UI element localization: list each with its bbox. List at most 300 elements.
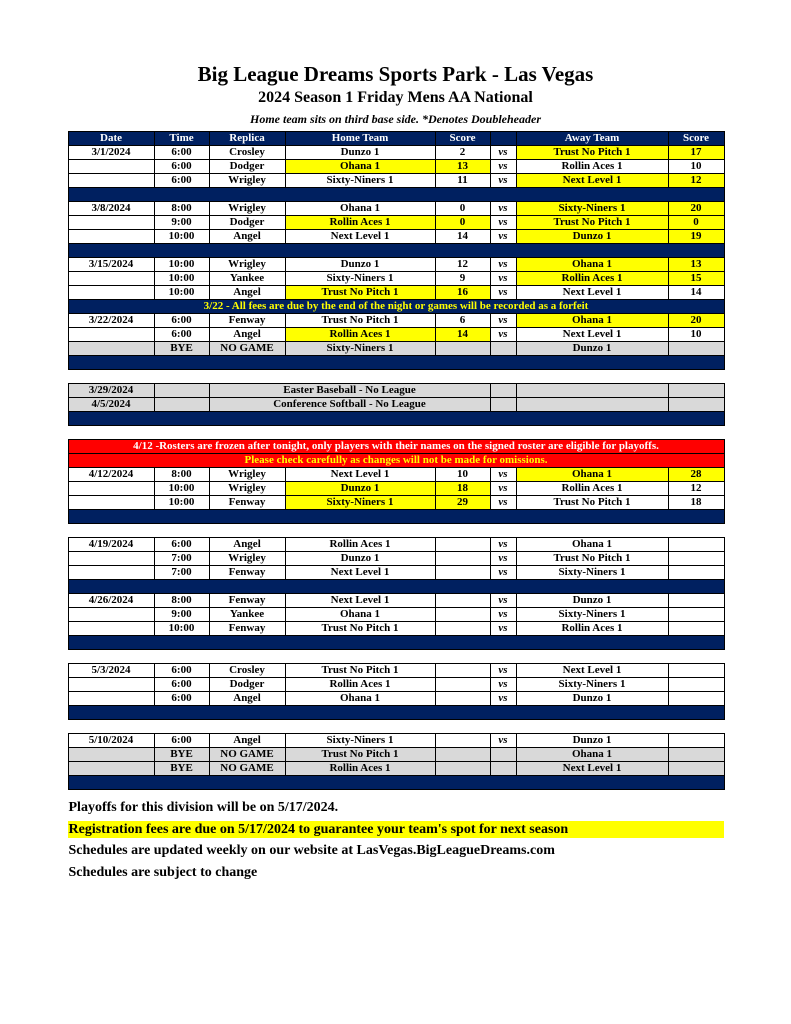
game-row — [68, 314, 724, 328]
page-title: Big League Dreams Sports Park - Las Vegas — [197, 62, 594, 86]
home-score-cell — [435, 762, 490, 776]
time-cell: 6:00 — [154, 174, 209, 188]
gap-row — [68, 524, 724, 538]
time-cell: 7:00 — [154, 552, 209, 566]
column-header: Score — [668, 132, 724, 146]
away-score-cell: 10 — [668, 328, 724, 342]
away-score-cell — [668, 748, 724, 762]
time-cell: 10:00 — [154, 258, 209, 272]
vs-cell — [490, 748, 516, 762]
replica-cell: Angel — [209, 538, 285, 552]
home-score-cell — [435, 734, 490, 748]
time-cell: 6:00 — [154, 692, 209, 706]
vs-cell: vs — [490, 734, 516, 748]
vs-cell: vs — [490, 468, 516, 482]
date-cell — [68, 552, 154, 566]
replica-cell: Fenway — [209, 566, 285, 580]
home-score-cell — [435, 342, 490, 356]
date-cell: 3/15/2024 — [68, 258, 154, 272]
page-subtitle: 2024 Season 1 Friday Mens AA National — [258, 89, 533, 107]
time-cell: 6:00 — [154, 314, 209, 328]
away-score-cell — [668, 384, 724, 398]
sep-row — [68, 356, 724, 370]
replica-cell: Wrigley — [209, 258, 285, 272]
date-cell — [68, 230, 154, 244]
date-cell: 4/26/2024 — [68, 594, 154, 608]
replica-cell: NO GAME — [209, 748, 285, 762]
no-league-cell: Conference Softball - No League — [209, 398, 490, 412]
home-team-cell: Trust No Pitch 1 — [285, 286, 435, 300]
game-row — [68, 664, 724, 678]
home-score-cell: 13 — [435, 160, 490, 174]
time-cell: 6:00 — [154, 328, 209, 342]
date-cell — [68, 272, 154, 286]
away-score-cell: 12 — [668, 174, 724, 188]
time-cell: 7:00 — [154, 566, 209, 580]
replica-cell: Angel — [209, 286, 285, 300]
banner_navy-row — [68, 300, 724, 314]
home-team-cell: Next Level 1 — [285, 230, 435, 244]
replica-cell: Angel — [209, 328, 285, 342]
game-row — [68, 272, 724, 286]
date-cell — [68, 328, 154, 342]
away-score-cell: 15 — [668, 272, 724, 286]
date-cell: 5/10/2024 — [68, 734, 154, 748]
replica-cell: Dodger — [209, 160, 285, 174]
vs-cell: vs — [490, 258, 516, 272]
away-team-cell: Dunzo 1 — [516, 734, 668, 748]
vs-cell: vs — [490, 538, 516, 552]
away-score-cell — [668, 692, 724, 706]
time-cell: 8:00 — [154, 468, 209, 482]
game-row — [68, 160, 724, 174]
noleague-row — [68, 398, 724, 412]
replica-cell: Angel — [209, 230, 285, 244]
section-divider-bar — [68, 412, 724, 426]
time-cell — [154, 398, 209, 412]
home-team-cell: Trust No Pitch 1 — [285, 622, 435, 636]
vs-cell: vs — [490, 664, 516, 678]
date-cell — [68, 496, 154, 510]
gap-row — [68, 426, 724, 440]
game-row — [68, 496, 724, 510]
vs-cell: vs — [490, 622, 516, 636]
away-team-cell: Trust No Pitch 1 — [516, 146, 668, 160]
away-team-cell: Trust No Pitch 1 — [516, 496, 668, 510]
home-score-cell — [435, 566, 490, 580]
away-team-cell: Dunzo 1 — [516, 230, 668, 244]
away-team-cell: Rollin Aces 1 — [516, 272, 668, 286]
home-score-cell: 14 — [435, 230, 490, 244]
time-cell: 10:00 — [154, 622, 209, 636]
replica-cell: Dodger — [209, 216, 285, 230]
home-team-cell: Ohana 1 — [285, 608, 435, 622]
time-cell: 10:00 — [154, 230, 209, 244]
date-cell: 3/22/2024 — [68, 314, 154, 328]
time-cell: 10:00 — [154, 482, 209, 496]
away-score-cell — [668, 664, 724, 678]
home-score-cell: 9 — [435, 272, 490, 286]
home-score-cell — [435, 552, 490, 566]
vs-cell: vs — [490, 566, 516, 580]
vs-cell: vs — [490, 216, 516, 230]
replica-cell: Fenway — [209, 622, 285, 636]
gap-row — [68, 650, 724, 664]
date-cell — [68, 482, 154, 496]
section-divider-bar — [68, 706, 724, 720]
game-row — [68, 216, 724, 230]
home-team-cell: Trust No Pitch 1 — [285, 314, 435, 328]
column-header: Replica — [209, 132, 285, 146]
home-team-cell: Rollin Aces 1 — [285, 762, 435, 776]
away-team-cell: Trust No Pitch 1 — [516, 552, 668, 566]
replica-cell: Yankee — [209, 608, 285, 622]
game-row — [68, 174, 724, 188]
replica-cell: Wrigley — [209, 468, 285, 482]
footer-subject-to-change-note: Schedules are subject to change — [68, 864, 258, 880]
home-team-cell: Sixty-Niners 1 — [285, 734, 435, 748]
vs-cell: vs — [490, 160, 516, 174]
section-divider-bar — [68, 580, 724, 594]
home-score-cell — [435, 748, 490, 762]
section-gap — [68, 650, 724, 664]
time-cell: 10:00 — [154, 286, 209, 300]
away-score-cell: 17 — [668, 146, 724, 160]
sep-row — [68, 510, 724, 524]
banner_red-row — [68, 454, 724, 468]
section-gap — [68, 370, 724, 384]
game-row — [68, 566, 724, 580]
away-score-cell: 14 — [668, 286, 724, 300]
away-score-cell — [668, 594, 724, 608]
away-score-cell — [668, 622, 724, 636]
game-row — [68, 594, 724, 608]
home-team-cell: Dunzo 1 — [285, 552, 435, 566]
replica-cell: Fenway — [209, 594, 285, 608]
date-cell — [68, 678, 154, 692]
away-team-cell: Next Level 1 — [516, 328, 668, 342]
page — [68, 0, 724, 881]
vs-cell: vs — [490, 230, 516, 244]
fees-due-banner: 3/22 - All fees are due by the end of the night or games will be recorded as a forfeit — [68, 300, 724, 314]
game-row — [68, 734, 724, 748]
roster-freeze-banner: Please check carefully as changes will not be made for omissions. — [68, 454, 724, 468]
away-team-cell: Next Level 1 — [516, 664, 668, 678]
footer-website-note: Schedules are updated weekly on our website at LasVegas.BigLeagueDreams.com — [68, 843, 555, 859]
away-team-cell: Dunzo 1 — [516, 692, 668, 706]
away-team-cell — [516, 384, 668, 398]
replica-cell: Dodger — [209, 678, 285, 692]
date-cell — [68, 692, 154, 706]
date-cell: 4/5/2024 — [68, 398, 154, 412]
home-score-cell — [435, 594, 490, 608]
time-cell: 9:00 — [154, 608, 209, 622]
time-cell: BYE — [154, 762, 209, 776]
home-team-cell: Next Level 1 — [285, 566, 435, 580]
away-score-cell — [668, 608, 724, 622]
game-row — [68, 692, 724, 706]
away-score-cell — [668, 538, 724, 552]
home-score-cell — [435, 608, 490, 622]
away-team-cell: Next Level 1 — [516, 762, 668, 776]
away-team-cell: Ohana 1 — [516, 538, 668, 552]
vs-cell — [490, 342, 516, 356]
section-divider-bar — [68, 244, 724, 258]
section-divider-bar — [68, 510, 724, 524]
game-row — [68, 146, 724, 160]
column-header: Home Team — [285, 132, 435, 146]
time-cell: BYE — [154, 342, 209, 356]
away-score-cell — [668, 566, 724, 580]
roster-freeze-banner: 4/12 -Rosters are frozen after tonight, only players with their names on the signed roster are eligible for playoffs. — [68, 440, 724, 454]
game-row — [68, 258, 724, 272]
time-cell: 8:00 — [154, 594, 209, 608]
banner_red-row — [68, 440, 724, 454]
time-cell: BYE — [154, 748, 209, 762]
replica-cell: Angel — [209, 734, 285, 748]
away-score-cell: 12 — [668, 482, 724, 496]
away-score-cell — [668, 734, 724, 748]
time-cell: 6:00 — [154, 734, 209, 748]
away-team-cell: Sixty-Niners 1 — [516, 566, 668, 580]
away-score-cell — [668, 762, 724, 776]
home-score-cell: 14 — [435, 328, 490, 342]
replica-cell: Angel — [209, 692, 285, 706]
column-header: Score — [435, 132, 490, 146]
time-cell: 6:00 — [154, 160, 209, 174]
home-team-cell: Next Level 1 — [285, 468, 435, 482]
date-cell: 3/1/2024 — [68, 146, 154, 160]
game-row — [68, 230, 724, 244]
schedule-table — [68, 131, 725, 790]
vs-cell — [490, 398, 516, 412]
home-team-cell: Next Level 1 — [285, 594, 435, 608]
away-score-cell — [668, 552, 724, 566]
page-note: Home team sits on third base side. *Denotes Doubleheader — [250, 112, 541, 127]
vs-cell: vs — [490, 146, 516, 160]
time-cell: 8:00 — [154, 202, 209, 216]
sep-row — [68, 244, 724, 258]
column-header — [490, 132, 516, 146]
sep-row — [68, 412, 724, 426]
vs-cell — [490, 762, 516, 776]
home-team-cell: Dunzo 1 — [285, 258, 435, 272]
home-team-cell: Sixty-Niners 1 — [285, 496, 435, 510]
bye-row — [68, 342, 724, 356]
away-team-cell: Ohana 1 — [516, 468, 668, 482]
away-team-cell: Next Level 1 — [516, 174, 668, 188]
replica-cell: Wrigley — [209, 482, 285, 496]
home-team-cell: Ohana 1 — [285, 692, 435, 706]
game-row — [68, 538, 724, 552]
game-row — [68, 678, 724, 692]
time-cell: 9:00 — [154, 216, 209, 230]
away-team-cell: Trust No Pitch 1 — [516, 216, 668, 230]
game-row — [68, 552, 724, 566]
sep-row — [68, 580, 724, 594]
replica-cell: Wrigley — [209, 174, 285, 188]
home-team-cell: Dunzo 1 — [285, 146, 435, 160]
section-divider-bar — [68, 776, 724, 790]
gap-row — [68, 370, 724, 384]
home-team-cell: Rollin Aces 1 — [285, 538, 435, 552]
home-team-cell: Sixty-Niners 1 — [285, 174, 435, 188]
home-score-cell: 0 — [435, 216, 490, 230]
away-score-cell: 18 — [668, 496, 724, 510]
date-cell — [68, 608, 154, 622]
date-cell — [68, 216, 154, 230]
replica-cell: Fenway — [209, 314, 285, 328]
game-row — [68, 608, 724, 622]
away-team-cell: Rollin Aces 1 — [516, 622, 668, 636]
home-score-cell: 0 — [435, 202, 490, 216]
section-divider-bar — [68, 636, 724, 650]
home-team-cell: Rollin Aces 1 — [285, 678, 435, 692]
vs-cell: vs — [490, 174, 516, 188]
vs-cell: vs — [490, 272, 516, 286]
date-cell — [68, 160, 154, 174]
column-header: Time — [154, 132, 209, 146]
home-score-cell — [435, 678, 490, 692]
date-cell — [68, 566, 154, 580]
replica-cell: Wrigley — [209, 552, 285, 566]
game-row — [68, 286, 724, 300]
away-team-cell: Ohana 1 — [516, 258, 668, 272]
away-score-cell: 20 — [668, 314, 724, 328]
away-score-cell: 19 — [668, 230, 724, 244]
replica-cell: Yankee — [209, 272, 285, 286]
date-cell: 4/12/2024 — [68, 468, 154, 482]
away-score-cell — [668, 678, 724, 692]
date-cell: 3/29/2024 — [68, 384, 154, 398]
vs-cell: vs — [490, 202, 516, 216]
home-team-cell: Ohana 1 — [285, 160, 435, 174]
home-score-cell: 12 — [435, 258, 490, 272]
column-header: Date — [68, 132, 154, 146]
game-row — [68, 622, 724, 636]
home-team-cell: Rollin Aces 1 — [285, 328, 435, 342]
time-cell: 10:00 — [154, 272, 209, 286]
away-team-cell: Dunzo 1 — [516, 594, 668, 608]
footer-registration-note: Registration fees are due on 5/17/2024 to guarantee your team's spot for next season — [68, 821, 724, 839]
schedule-table-body — [68, 146, 724, 790]
section-gap — [68, 426, 724, 440]
replica-cell: NO GAME — [209, 762, 285, 776]
date-cell — [68, 748, 154, 762]
no-league-cell: Easter Baseball - No League — [209, 384, 490, 398]
time-cell — [154, 384, 209, 398]
vs-cell: vs — [490, 496, 516, 510]
schedule-header-row — [68, 132, 724, 146]
game-row — [68, 482, 724, 496]
home-score-cell — [435, 622, 490, 636]
time-cell: 10:00 — [154, 496, 209, 510]
home-score-cell — [435, 664, 490, 678]
footer-playoffs-note: Playoffs for this division will be on 5/17/2024. — [68, 800, 339, 816]
home-team-cell: Trust No Pitch 1 — [285, 664, 435, 678]
date-cell: 4/19/2024 — [68, 538, 154, 552]
home-team-cell: Dunzo 1 — [285, 482, 435, 496]
replica-cell: Crosley — [209, 146, 285, 160]
section-gap — [68, 524, 724, 538]
sep-row — [68, 776, 724, 790]
date-cell — [68, 762, 154, 776]
home-score-cell — [435, 538, 490, 552]
home-score-cell: 18 — [435, 482, 490, 496]
game-row — [68, 328, 724, 342]
home-score-cell: 6 — [435, 314, 490, 328]
vs-cell: vs — [490, 286, 516, 300]
away-score-cell: 10 — [668, 160, 724, 174]
gap-row — [68, 720, 724, 734]
vs-cell: vs — [490, 692, 516, 706]
away-score-cell — [668, 342, 724, 356]
away-score-cell — [668, 398, 724, 412]
time-cell: 6:00 — [154, 146, 209, 160]
away-team-cell: Next Level 1 — [516, 286, 668, 300]
vs-cell — [490, 384, 516, 398]
home-team-cell: Sixty-Niners 1 — [285, 342, 435, 356]
home-score-cell: 2 — [435, 146, 490, 160]
away-score-cell: 28 — [668, 468, 724, 482]
vs-cell: vs — [490, 552, 516, 566]
replica-cell: Crosley — [209, 664, 285, 678]
game-row — [68, 468, 724, 482]
game-row — [68, 202, 724, 216]
away-score-cell: 20 — [668, 202, 724, 216]
sep-row — [68, 706, 724, 720]
away-score-cell: 0 — [668, 216, 724, 230]
footer — [68, 799, 724, 881]
away-team-cell — [516, 398, 668, 412]
vs-cell: vs — [490, 482, 516, 496]
home-team-cell: Rollin Aces 1 — [285, 216, 435, 230]
away-team-cell: Ohana 1 — [516, 314, 668, 328]
date-cell — [68, 342, 154, 356]
time-cell: 6:00 — [154, 664, 209, 678]
vs-cell: vs — [490, 314, 516, 328]
home-team-cell: Ohana 1 — [285, 202, 435, 216]
home-score-cell: 16 — [435, 286, 490, 300]
away-team-cell: Ohana 1 — [516, 748, 668, 762]
replica-cell: Fenway — [209, 496, 285, 510]
away-team-cell: Sixty-Niners 1 — [516, 608, 668, 622]
section-divider-bar — [68, 188, 724, 202]
time-cell: 6:00 — [154, 538, 209, 552]
vs-cell: vs — [490, 608, 516, 622]
sep-row — [68, 636, 724, 650]
column-header: Away Team — [516, 132, 668, 146]
section-gap — [68, 720, 724, 734]
time-cell: 6:00 — [154, 678, 209, 692]
sep-row — [68, 188, 724, 202]
away-team-cell: Rollin Aces 1 — [516, 482, 668, 496]
home-score-cell: 10 — [435, 468, 490, 482]
date-cell — [68, 622, 154, 636]
section-divider-bar — [68, 356, 724, 370]
vs-cell: vs — [490, 328, 516, 342]
away-score-cell: 13 — [668, 258, 724, 272]
date-cell: 3/8/2024 — [68, 202, 154, 216]
away-team-cell: Dunzo 1 — [516, 342, 668, 356]
home-team-cell: Trust No Pitch 1 — [285, 748, 435, 762]
noleague-row — [68, 384, 724, 398]
home-score-cell: 29 — [435, 496, 490, 510]
replica-cell: Wrigley — [209, 202, 285, 216]
home-team-cell: Sixty-Niners 1 — [285, 272, 435, 286]
bye-row — [68, 748, 724, 762]
bye-row — [68, 762, 724, 776]
